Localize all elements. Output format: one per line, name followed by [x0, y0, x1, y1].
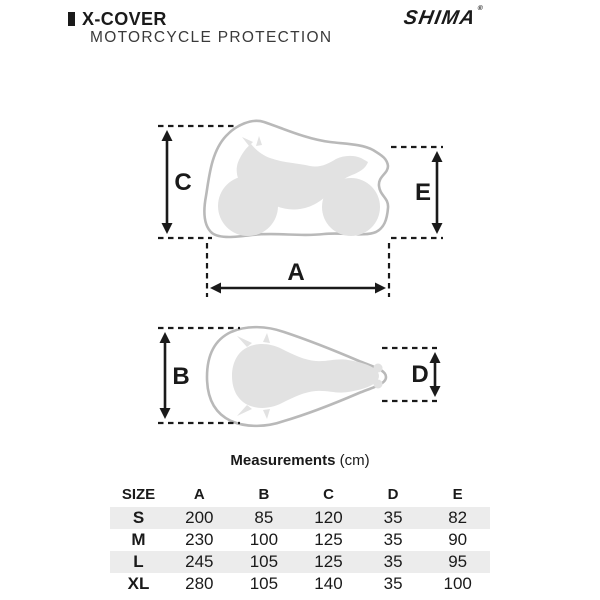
shima-logo-text: SHIMA	[401, 7, 478, 29]
col-header-e: E	[452, 485, 463, 503]
value-cell: 125	[314, 530, 343, 549]
dim-e-arrow	[432, 151, 443, 234]
table-row-xl	[110, 573, 490, 595]
value-cell: 85	[254, 508, 274, 527]
value-cell: 95	[448, 552, 468, 571]
size-cell: S	[132, 508, 145, 527]
value-cell: 105	[249, 552, 279, 571]
dim-label-d: D	[411, 361, 429, 388]
dim-b-arrow	[160, 332, 171, 419]
measurements-title	[110, 452, 490, 469]
value-cell: 90	[448, 530, 468, 549]
size-cell: XL	[127, 574, 150, 593]
table-row-s	[110, 507, 490, 529]
motorcycle-top-silhouette	[232, 333, 383, 419]
dim-c-arrow	[162, 130, 173, 234]
value-cell: 82	[448, 508, 468, 527]
value-cell: 230	[185, 530, 214, 549]
dim-label-e: E	[414, 179, 432, 206]
product-title: X-COVER	[82, 9, 167, 29]
col-header-a: A	[193, 485, 205, 503]
product-subtitle: MOTORCYCLE PROTECTION	[90, 29, 333, 46]
table-header-row	[110, 481, 490, 507]
value-cell: 100	[443, 574, 472, 593]
value-cell: 105	[249, 574, 279, 593]
table-row-m	[110, 529, 490, 551]
measurements-unit: (cm)	[339, 452, 370, 469]
value-cell: 35	[383, 508, 403, 527]
col-header-size: SIZE	[121, 485, 156, 503]
dim-d-arrow	[430, 352, 441, 397]
value-cell: 140	[314, 574, 343, 593]
value-cell: 245	[185, 552, 214, 571]
value-cell: 200	[185, 508, 214, 527]
value-cell: 125	[314, 552, 343, 571]
measurements-title-text: Measurements	[230, 452, 336, 469]
value-cell: 35	[383, 574, 403, 593]
table-row-l	[110, 551, 490, 573]
registered-mark: ®	[476, 5, 484, 12]
dim-label-a: A	[287, 259, 305, 286]
value-cell: 35	[383, 552, 403, 571]
size-cell: M	[131, 530, 146, 549]
value-cell: 100	[249, 530, 279, 549]
measurements-table	[110, 481, 490, 595]
value-cell: 280	[185, 574, 214, 593]
value-cell: 120	[314, 508, 343, 527]
col-header-b: B	[258, 485, 270, 503]
dim-label-b: B	[172, 363, 190, 390]
col-header-d: D	[387, 485, 399, 503]
size-cell: L	[133, 552, 144, 571]
value-cell: 35	[383, 530, 403, 549]
dim-label-c: C	[174, 169, 192, 196]
motorcycle-side-silhouette	[218, 136, 380, 236]
col-header-c: C	[323, 485, 334, 503]
